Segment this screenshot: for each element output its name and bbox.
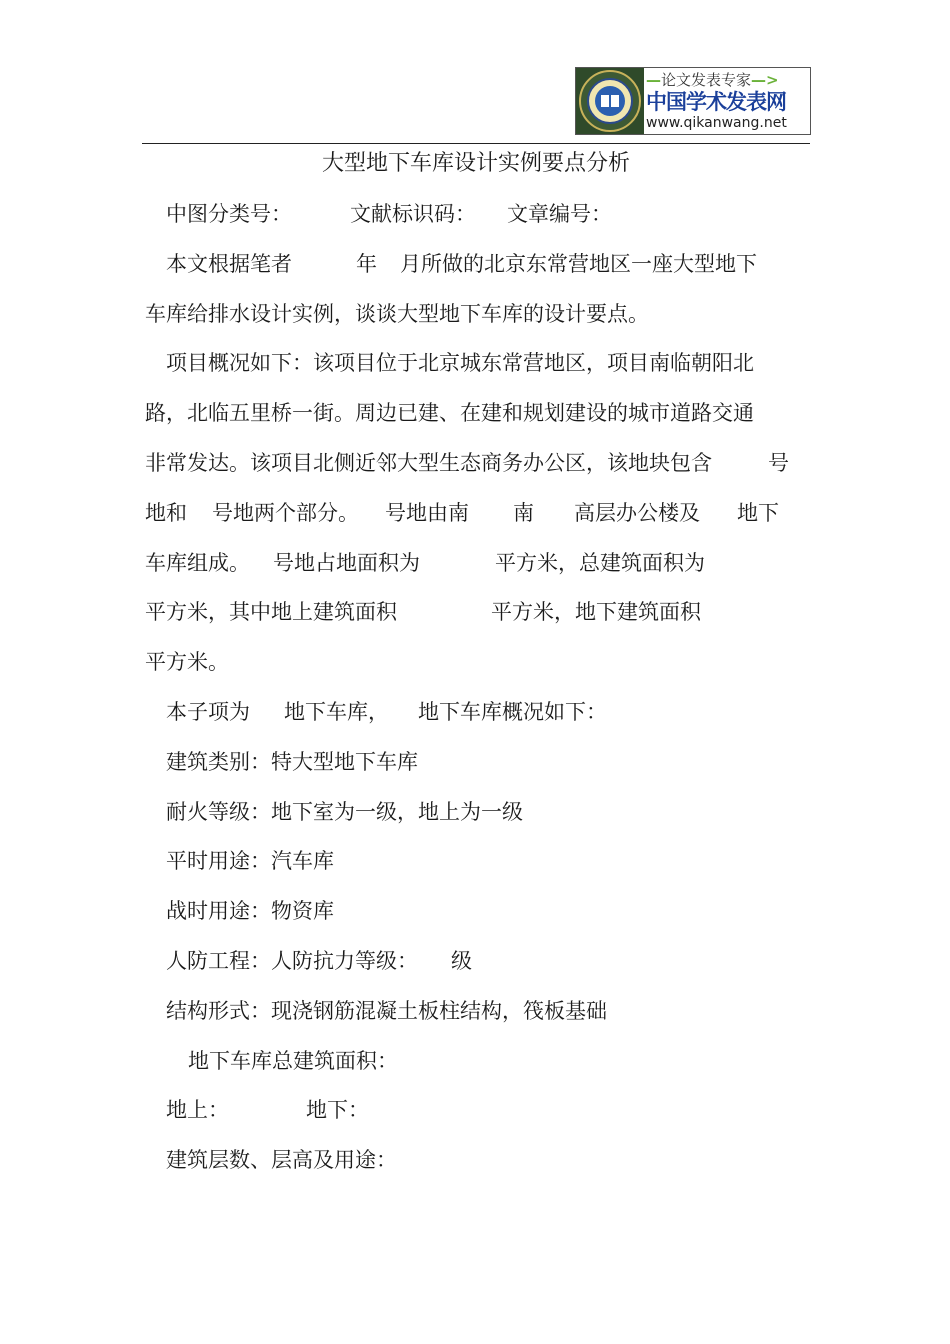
- body-text-segment: 战时用途：物资库: [166, 899, 334, 923]
- body-text-segment: 号地占地面积为: [273, 551, 420, 575]
- body-text-segment: 号地由南: [385, 501, 469, 525]
- body-text-segment: 平方米，其中地上建筑面积: [145, 600, 397, 624]
- body-text-segment: 文章编号：: [507, 202, 612, 226]
- body-text-segment: 车库给排水设计实例，谈谈大型地下车库的设计要点。: [145, 302, 649, 326]
- body-text-segment: 年: [356, 252, 377, 276]
- site-logo[interactable]: [575, 67, 811, 135]
- body-text-segment: 地和: [145, 501, 187, 525]
- body-text-segment: 地下: [737, 501, 779, 525]
- body-text-segment: 平方米，总建筑面积为: [495, 551, 705, 575]
- document-title: 大型地下车库设计实例要点分析: [321, 151, 630, 176]
- body-text-segment: 号: [768, 451, 789, 475]
- body-text-segment: 人防工程：人防抗力等级：: [166, 949, 418, 973]
- body-text-segment: 地下车库概况如下：: [418, 700, 607, 724]
- body-text-segment: 月所做的北京东常营地区一座大型地下: [400, 252, 757, 276]
- body-text-segment: 高层办公楼及: [574, 501, 700, 525]
- logo-slogan: —论文发表专家—>: [646, 71, 779, 89]
- logo-brand: 中国学术发表网: [646, 90, 786, 114]
- body-text-segment: 非常发达。该项目北侧近邻大型生态商务办公区，该地块包含: [145, 451, 712, 475]
- body-text-segment: 本文根据笔者: [166, 252, 292, 276]
- body-text-segment: 南: [513, 501, 534, 525]
- body-text-segment: 结构形式：现浇钢筋混凝土板柱结构，筏板基础: [166, 999, 607, 1023]
- body-text-segment: 本子项为: [166, 700, 250, 724]
- body-text-segment: 地下车库，: [284, 700, 389, 724]
- body-text-segment: 地上：: [166, 1098, 229, 1122]
- body-text-segment: 耐火等级：地下室为一级，地上为一级: [166, 800, 523, 824]
- logo-url: www.qikanwang.net: [646, 115, 787, 131]
- body-text-segment: 地下：: [306, 1098, 369, 1122]
- body-text-segment: 项目概况如下：该项目位于北京城东常营地区，项目南临朝阳北: [166, 351, 754, 375]
- header-divider: [142, 143, 810, 144]
- body-text-segment: 中图分类号：: [166, 202, 292, 226]
- body-text-segment: 号地两个部分。: [212, 501, 359, 525]
- body-text-segment: 级: [451, 949, 472, 973]
- body-text-segment: 建筑类别：特大型地下车库: [166, 750, 418, 774]
- body-text-segment: 文献标识码：: [350, 202, 476, 226]
- seal-icon: [576, 68, 644, 134]
- body-text-segment: 车库组成。: [145, 551, 250, 575]
- body-text-segment: 平方米，地下建筑面积: [491, 600, 701, 624]
- body-text-segment: 建筑层数、层高及用途：: [166, 1148, 397, 1172]
- body-text-segment: 路，北临五里桥一街。周边已建、在建和规划建设的城市道路交通: [145, 401, 754, 425]
- body-text-segment: 地下车库总建筑面积：: [188, 1049, 398, 1073]
- body-text-segment: 平时用途：汽车库: [166, 849, 334, 873]
- body-text-segment: 平方米。: [145, 650, 229, 674]
